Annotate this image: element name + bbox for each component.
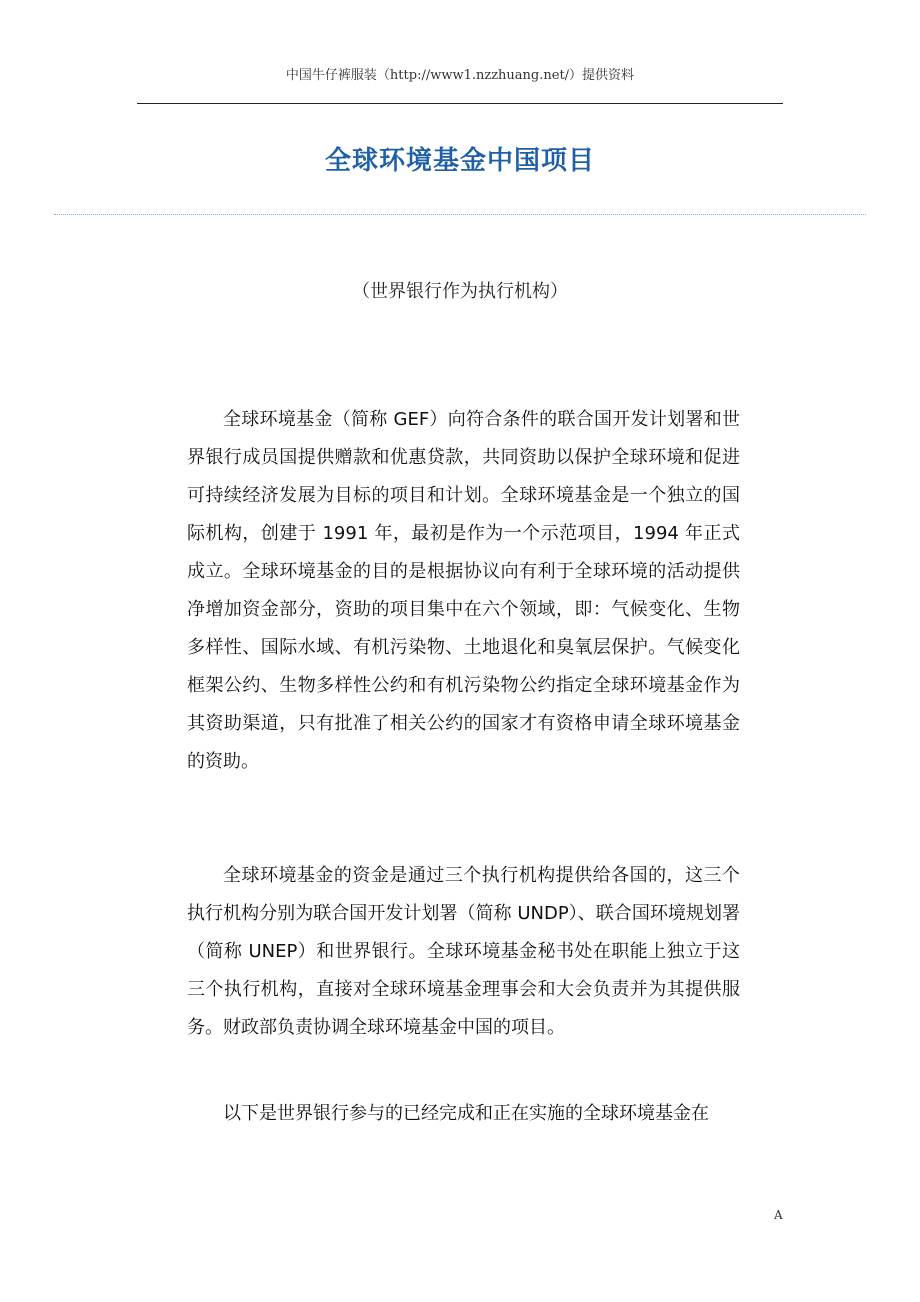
header-divider [137,103,783,104]
document-title: 全球环境基金中国项目 [324,146,595,176]
body-paragraph-1: 全球环境基金（简称 GEF）向符合条件的联合国开发计划署和世界银行成员国提供赠款和优惠贷款，共同资助以保护全球环境和促进可持续经济发展为目标的项目和计划。全球环境基金是一个独立的国际机构，创建于 1991 年，最初是作为一个示范项目，1994 年正式成立。全球环境基金的目的是根据协议向有利于全球环境的活动提供净增加资金部分，资助的项目集中在六个领域，即：气候变化、生物多样性、国际水域、有机污染物、土地退化和臭氧层保护。气候变化框架公约、生物多样性公约和有机污染物公约指定全球环境基金作为其资助渠道，只有批准了相关公约的国家才有资格申请全球环境基金的资助。 [187,409,740,772]
document-subtitle: （世界银行作为执行机构） [352,281,568,302]
body-paragraph-3: 以下是世界银行参与的已经完成和正在实施的全球环境基金在 [223,1103,709,1124]
body-paragraph-2: 全球环境基金的资金是通过三个执行机构提供给各国的，这三个执行机构分别为联合国开发计划署（简称 UNDP）、联合国环境规划署（简称 UNEP）和世界银行。全球环境基金秘书处在职能上独立于这三个执行机构，直接对全球环境基金理事会和大会负责并为其提供服务。财政部负责协调全球环境基金中国的项目。 [187,865,740,1038]
page-number: A [774,1208,783,1222]
title-divider [54,214,866,215]
header-source-text: 中国牛仔裤服装（http://www1.nzzhuang.net/）提供资料 [285,68,635,83]
